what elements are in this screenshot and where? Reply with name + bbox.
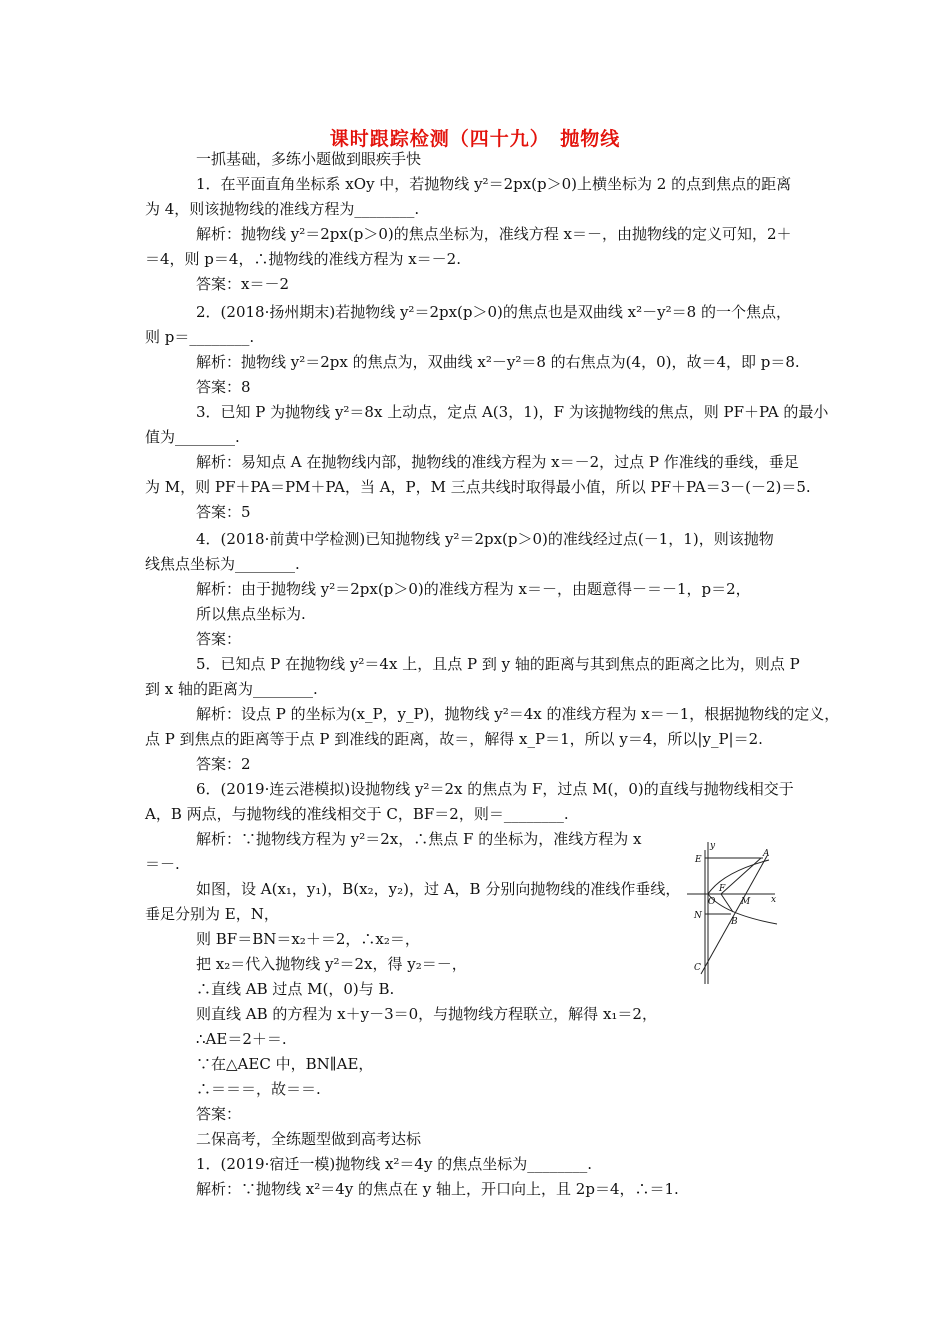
text-line: 所以焦点坐标为. [196, 605, 306, 623]
text-line: 2．(2018·扬州期末)若抛物线 y²＝2px(p＞0)的焦点也是双曲线 x²－y²＝8 的一个焦点， [196, 303, 791, 321]
text-line: 如图，设 A(x₁，y₁)，B(x₂，y₂)，过 A，B 分别向抛物线的准线作垂线， [196, 880, 681, 898]
segment-fa [721, 858, 761, 894]
text-line: 解析：抛物线 y²＝2px 的焦点为，双曲线 x²－y²＝8 的右焦点为(4，0)，故＝4，即 p＝8. [196, 353, 800, 371]
text-line: 垂足分别为 E，N， [145, 905, 279, 923]
text-line: ∴AE＝2＋＝. [196, 1030, 287, 1048]
text-line: ∴直线 AB 过点 M(，0)与 B. [196, 980, 395, 998]
text-line: 则直线 AB 的方程为 x＋y－3＝0，与抛物线方程联立，解得 x₁＝2， [196, 1005, 657, 1023]
text-line: 值为________. [145, 428, 240, 446]
text-line: ∵在△AEC 中，BN∥AE， [196, 1055, 374, 1073]
label-o: O [708, 897, 716, 907]
text-line: ＝4，则 p＝4，∴抛物线的准线方程为 x＝－2. [145, 250, 461, 268]
text-line: ∴＝＝＝，故＝＝. [196, 1080, 321, 1098]
parabola-figure [683, 838, 779, 986]
text-line: 为 4，则该抛物线的准线方程为________. [145, 200, 420, 218]
answer-line: 答案：8 [196, 378, 251, 396]
text-line: 线焦点坐标为________. [145, 555, 300, 573]
section-heading: 一抓基础，多练小题做到眼疾手快 [196, 150, 422, 168]
label-c: C [694, 963, 701, 973]
text-line: 解析：由于抛物线 y²＝2px(p＞0)的准线方程为 x＝－，由题意得－＝－1，p＝2， [196, 580, 751, 598]
text-line: 解析：∵抛物线 x²＝4y 的焦点在 y 轴上，开口向上，且 2p＝4，∴＝1. [196, 1180, 679, 1198]
label-f: F [719, 884, 726, 894]
text-line: A，B 两点，与抛物线的准线相交于 C，BF＝2，则＝________. [145, 805, 569, 823]
text-line: 把 x₂＝代入抛物线 y²＝2x，得 y₂＝－， [196, 955, 467, 973]
answer-line: 答案：2 [196, 755, 251, 773]
text-line: 1．(2019·宿迁一模)抛物线 x²＝4y 的焦点坐标为________. [196, 1155, 592, 1173]
text-line: 4．(2018·前黄中学检测)已知抛物线 y²＝2px(p＞0)的准线经过点(－1，1)，则该抛物 [196, 530, 774, 548]
text-line: 3．已知 P 为抛物线 y²＝8x 上动点，定点 A(3，1)，F 为该抛物线的焦点，则 PF＋PA 的最小 [196, 403, 829, 421]
label-a: A [763, 849, 770, 859]
text-line: 则 BF＝BN＝x₂＋＝2，∴x₂＝， [196, 930, 420, 948]
text-line: 6．(2019·连云港模拟)设抛物线 y²＝2x 的焦点为 F，过点 M(，0)的直线与抛物线相交于 [196, 780, 794, 798]
line-ab [701, 856, 767, 974]
text-line: 解析：易知点 A 在抛物线内部，抛物线的准线方程为 x＝－2，过点 P 作准线的垂线，垂足 [196, 453, 799, 471]
label-e: E [695, 855, 702, 865]
label-m: M [741, 897, 751, 907]
text-line: ＝－. [145, 855, 180, 873]
answer-line: 答案： [196, 630, 242, 648]
label-x: x [771, 895, 777, 905]
text-line: 为 M，则 PF＋PA＝PM＋PA，当 A，P，M 三点共线时取得最小值，所以 PF＋PA＝3－(－2)＝5. [145, 478, 811, 496]
section-heading: 二保高考，全练题型做到高考达标 [196, 1130, 422, 1148]
label-b: B [731, 917, 738, 927]
answer-line: 答案：5 [196, 503, 251, 521]
label-n: N [694, 911, 702, 921]
label-y: y [710, 841, 716, 851]
text-line: 点 P 到焦点的距离等于点 P 到准线的距离，故＝，解得 x_P＝1，所以 y＝4，所以|y_P|＝2. [145, 730, 763, 748]
answer-line: 答案： [196, 1105, 242, 1123]
text-line: 5．已知点 P 在抛物线 y²＝4x 上，且点 P 到 y 轴的距离与其到焦点的距离之比为，则点 P [196, 655, 800, 673]
answer-line: 答案：x＝－2 [196, 275, 290, 293]
text-line: 解析：∵抛物线方程为 y²＝2x，∴焦点 F 的坐标为，准线方程为 x [196, 830, 642, 848]
text-line: 解析：抛物线 y²＝2px(p＞0)的焦点坐标为，准线方程 x＝－，由抛物线的定义可知，2＋ [196, 225, 792, 243]
text-line: 到 x 轴的距离为________. [145, 680, 318, 698]
page-title: 课时跟踪检测（四十九） 抛物线 [329, 128, 621, 150]
text-line: 解析：设点 P 的坐标为(x_P，y_P)，抛物线 y²＝4x 的准线方程为 x＝－1，根据抛物线的定义， [196, 705, 840, 723]
text-line: 则 p＝________. [145, 328, 255, 346]
text-line: 1．在平面直角坐标系 xOy 中，若抛物线 y²＝2px(p＞0)上横坐标为 2 的点到焦点的距离 [196, 175, 792, 193]
